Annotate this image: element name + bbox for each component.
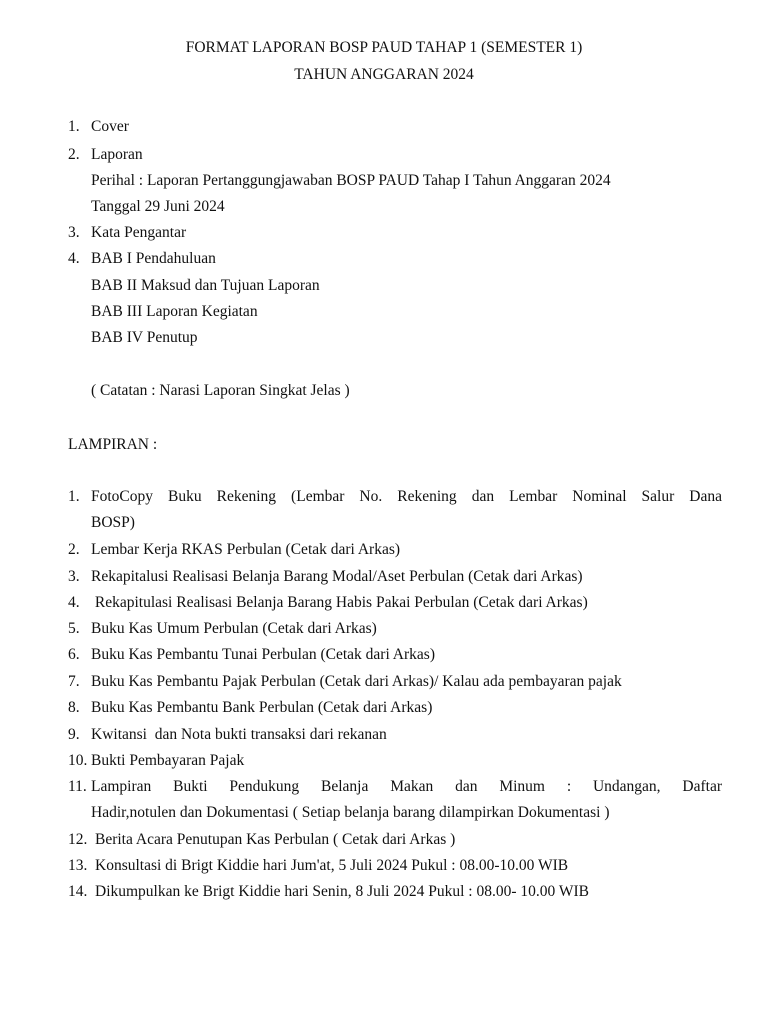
list-item-continuation: Hadir,notulen dan Dokumentasi ( Setiap belanja barang dilampirkan Dokumentasi ) (91, 804, 610, 821)
list-item-number: 3. (68, 568, 80, 585)
list-item: FotoCopy Buku Rekening (Lembar No. Rekening dan Lembar Nominal Salur Dana (91, 488, 722, 505)
list-item: Cover (91, 118, 129, 135)
list-item-number: 1. (68, 488, 80, 505)
list-item-number: 10. (68, 752, 88, 769)
document-title: FORMAT LAPORAN BOSP PAUD TAHAP 1 (SEMESTER 1) (185, 39, 583, 56)
list-item: Bukti Pembayaran Pajak (91, 752, 245, 769)
list-item: BAB IV Penutup (91, 329, 198, 346)
list-item: Buku Kas Pembantu Bank Perbulan (Cetak dari Arkas) (91, 699, 433, 716)
list-item: BAB I Pendahuluan (91, 250, 216, 267)
list-item-number: 5. (68, 620, 80, 637)
list-item: Buku Kas Pembantu Pajak Perbulan (Cetak dari Arkas)/ Kalau ada pembayaran pajak (91, 673, 622, 690)
list-item-number: 2. (68, 541, 80, 558)
list-item-number: 6. (68, 646, 80, 663)
list-item: BAB III Laporan Kegiatan (91, 303, 258, 320)
lampiran-heading: LAMPIRAN : (68, 436, 158, 453)
list-item-number: 4. (68, 594, 80, 611)
list-item-number: 11. (68, 778, 87, 795)
list-item-number: 13. (68, 857, 88, 874)
list-item-number: 7. (68, 673, 80, 690)
list-item: Rekapitalusi Realisasi Belanja Barang Modal/Aset Perbulan (Cetak dari Arkas) (91, 568, 583, 585)
list-item: Buku Kas Umum Perbulan (Cetak dari Arkas) (91, 620, 377, 637)
list-item-number: 2. (68, 146, 80, 163)
list-item-number: 12. (68, 831, 88, 848)
list-item-number: 3. (68, 224, 80, 241)
list-item: Lampiran Bukti Pendukung Belanja Makan dan Minum : Undangan, Daftar (91, 778, 722, 795)
list-item-number: 8. (68, 699, 80, 716)
list-item-number: 1. (68, 118, 80, 135)
list-item: Tanggal 29 Juni 2024 (91, 198, 225, 215)
document-subtitle: TAHUN ANGGARAN 2024 (294, 66, 474, 83)
list-item: Rekapitulasi Realisasi Belanja Barang Habis Pakai Perbulan (Cetak dari Arkas) (91, 594, 588, 611)
list-item: Dikumpulkan ke Brigt Kiddie hari Senin, 8 Juli 2024 Pukul : 08.00- 10.00 WIB (95, 883, 589, 900)
list-item: Kata Pengantar (91, 224, 187, 241)
list-item: Perihal : Laporan Pertanggungjawaban BOSP PAUD Tahap I Tahun Anggaran 2024 (91, 172, 611, 189)
list-item: Konsultasi di Brigt Kiddie hari Jum'at, 5 Juli 2024 Pukul : 08.00-10.00 WIB (95, 857, 569, 874)
list-item-number: 14. (68, 883, 88, 900)
list-item-continuation: BOSP) (91, 514, 135, 531)
list-item-number: 4. (68, 250, 80, 267)
list-item: Berita Acara Penutupan Kas Perbulan ( Cetak dari Arkas ) (95, 831, 456, 848)
list-item: Lembar Kerja RKAS Perbulan (Cetak dari Arkas) (91, 541, 401, 558)
list-item-number: 9. (68, 726, 80, 743)
list-item: Kwitansi dan Nota bukti transaksi dari rekanan (91, 726, 387, 743)
note-text: ( Catatan : Narasi Laporan Singkat Jelas ) (91, 382, 350, 399)
list-item: Laporan (91, 146, 143, 163)
list-item: BAB II Maksud dan Tujuan Laporan (91, 277, 320, 294)
list-item: Buku Kas Pembantu Tunai Perbulan (Cetak dari Arkas) (91, 646, 435, 663)
